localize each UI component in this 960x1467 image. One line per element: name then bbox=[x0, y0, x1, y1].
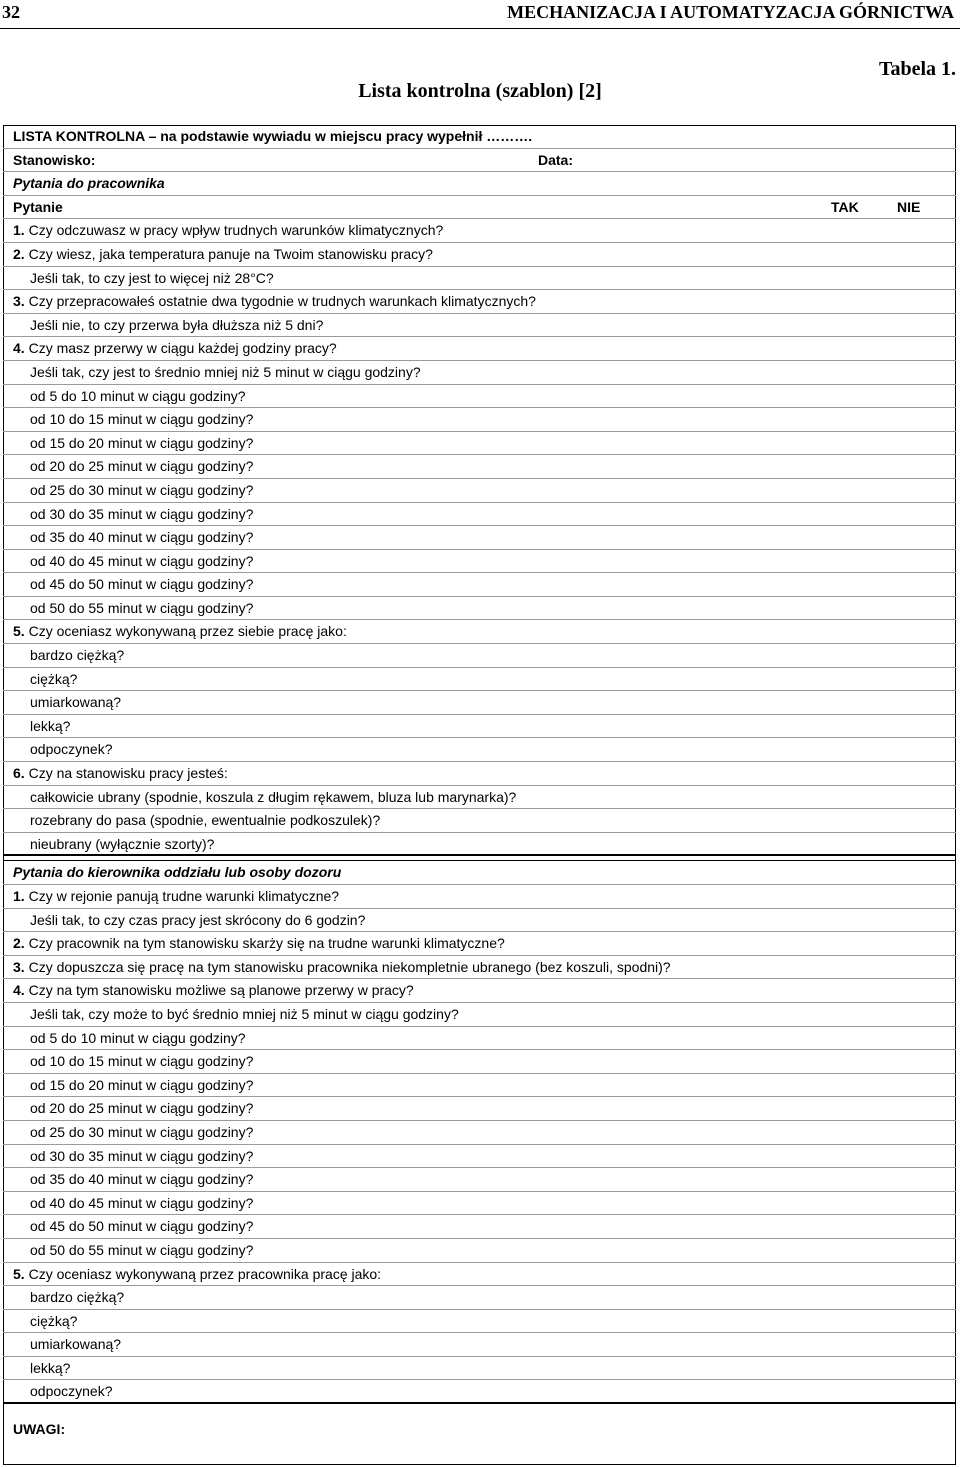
question-text bbox=[30, 1074, 253, 1098]
question-row bbox=[3, 786, 956, 810]
question-row bbox=[3, 809, 956, 833]
question-text bbox=[30, 668, 77, 692]
question-label: Czy dopuszcza się pracę na tym stanowisku pracownika niekompletnie ubranego (bez koszuli, spodni)? bbox=[24, 958, 671, 975]
question-text bbox=[30, 1310, 77, 1334]
question-label: od 5 do 10 minut w ciągu godziny? bbox=[30, 1029, 246, 1046]
question-row bbox=[3, 668, 956, 692]
question-label: ciężką? bbox=[30, 1312, 78, 1329]
question-row bbox=[3, 1097, 956, 1121]
question-label: od 45 do 50 minut w ciągu godziny? bbox=[30, 576, 254, 593]
question-label: bardzo ciężką? bbox=[30, 647, 125, 664]
position-label: Stanowisko: bbox=[13, 151, 96, 168]
question-row bbox=[3, 243, 956, 267]
question-row bbox=[3, 979, 956, 1003]
question-number: 6. bbox=[13, 765, 25, 782]
question-row bbox=[3, 715, 956, 739]
question-text bbox=[30, 1003, 459, 1027]
question-row bbox=[3, 1286, 956, 1310]
question-number: 2. bbox=[13, 245, 25, 262]
question-row bbox=[3, 1168, 956, 1192]
question-row bbox=[3, 219, 956, 243]
manager-questions bbox=[3, 885, 956, 1404]
worker-section-title: Pytania do pracownika bbox=[13, 175, 165, 192]
question-row bbox=[3, 909, 956, 933]
question-row bbox=[3, 1121, 956, 1145]
question-row bbox=[3, 1192, 956, 1216]
question-row bbox=[3, 644, 956, 668]
question-row bbox=[3, 597, 956, 621]
column-header-row bbox=[3, 196, 956, 220]
no-column-header: NIE bbox=[897, 198, 921, 215]
question-row bbox=[3, 455, 956, 479]
question-row bbox=[3, 314, 956, 338]
question-label: od 50 do 55 minut w ciągu godziny? bbox=[30, 1241, 254, 1258]
question-row bbox=[3, 1145, 956, 1169]
question-label: bardzo ciężką? bbox=[30, 1289, 125, 1306]
intro-row bbox=[3, 125, 956, 149]
question-text bbox=[13, 1263, 381, 1287]
question-text bbox=[13, 290, 536, 314]
question-text bbox=[30, 267, 274, 291]
table-label: Tabela 1. bbox=[878, 58, 956, 80]
question-label: całkowicie ubrany (spodnie, koszula z długim rękawem, bluza lub marynarka)? bbox=[30, 788, 517, 805]
question-label: od 30 do 35 minut w ciągu godziny? bbox=[30, 1147, 254, 1164]
question-text bbox=[13, 762, 228, 786]
question-text bbox=[30, 1286, 124, 1310]
question-text bbox=[30, 408, 253, 432]
question-text bbox=[13, 337, 337, 361]
page-number: 32 bbox=[2, 2, 20, 22]
question-number: 3. bbox=[13, 293, 25, 310]
question-label: Czy oceniasz wykonywaną przez pracownika pracę jako: bbox=[24, 1265, 382, 1282]
question-label: od 10 do 15 minut w ciągu godziny? bbox=[30, 1053, 254, 1070]
question-text bbox=[30, 691, 121, 715]
question-text bbox=[30, 455, 253, 479]
question-text bbox=[30, 1215, 253, 1239]
worker-section-row bbox=[3, 172, 956, 196]
question-number: 3. bbox=[13, 958, 25, 975]
checklist-table bbox=[3, 125, 956, 1404]
question-row bbox=[3, 620, 956, 644]
question-row bbox=[3, 1263, 956, 1287]
page-title bbox=[0, 80, 960, 103]
question-row bbox=[3, 1357, 956, 1381]
question-text bbox=[30, 361, 421, 385]
question-row bbox=[3, 956, 956, 980]
question-row bbox=[3, 885, 956, 909]
question-label: lekką? bbox=[30, 717, 71, 734]
question-row bbox=[3, 408, 956, 432]
question-text bbox=[13, 979, 414, 1003]
question-number: 1. bbox=[13, 222, 25, 239]
question-row bbox=[3, 1239, 956, 1263]
question-label: od 25 do 30 minut w ciągu godziny? bbox=[30, 1123, 254, 1140]
question-label: Jeśli tak, to czy jest to więcej niż 28°C? bbox=[30, 269, 274, 286]
question-row bbox=[3, 479, 956, 503]
question-row bbox=[3, 290, 956, 314]
question-label: Czy masz przerwy w ciągu każdej godziny pracy? bbox=[24, 340, 337, 357]
question-text bbox=[30, 1333, 121, 1357]
question-text bbox=[30, 1050, 253, 1074]
question-label: odpoczynek? bbox=[30, 1383, 113, 1400]
question-label: od 25 do 30 minut w ciągu godziny? bbox=[30, 481, 254, 498]
question-text bbox=[30, 1097, 253, 1121]
question-text bbox=[30, 550, 253, 574]
journal-title: MECHANIZACJA I AUTOMATYZACJA GÓRNICTWA bbox=[507, 2, 954, 22]
question-row bbox=[3, 738, 956, 762]
question-row bbox=[3, 361, 956, 385]
question-text bbox=[13, 243, 433, 267]
question-row bbox=[3, 1027, 956, 1051]
question-label: od 10 do 15 minut w ciągu godziny? bbox=[30, 411, 254, 428]
question-label: Czy odczuwasz w pracy wpływ trudnych warunków klimatycznych? bbox=[24, 222, 444, 239]
yes-column-header: TAK bbox=[831, 198, 859, 215]
question-label: lekką? bbox=[30, 1359, 71, 1376]
question-label: od 45 do 50 minut w ciągu godziny? bbox=[30, 1218, 254, 1235]
question-row bbox=[3, 1310, 956, 1334]
question-row bbox=[3, 1074, 956, 1098]
question-label: Jeśli nie, to czy przerwa była dłuższa niż 5 dni? bbox=[30, 316, 324, 333]
question-number: 4. bbox=[13, 340, 25, 357]
question-row bbox=[3, 267, 956, 291]
question-label: nieubrany (wyłącznie szorty)? bbox=[30, 835, 215, 852]
question-label: Jeśli tak, to czy czas pracy jest skrócony do 6 godzin? bbox=[30, 911, 366, 928]
question-row bbox=[3, 691, 956, 715]
question-label: Czy wiesz, jaka temperatura panuje na Twoim stanowisku pracy? bbox=[24, 245, 433, 262]
question-text bbox=[30, 738, 113, 762]
question-text bbox=[30, 1027, 246, 1051]
question-label: umiarkowaną? bbox=[30, 1336, 122, 1353]
question-row bbox=[3, 503, 956, 527]
question-label: od 20 do 25 minut w ciągu godziny? bbox=[30, 458, 254, 475]
question-row bbox=[3, 526, 956, 550]
worker-questions bbox=[3, 219, 956, 856]
question-label: ciężką? bbox=[30, 670, 78, 687]
question-label: Czy na stanowisku pracy jesteś: bbox=[24, 765, 228, 782]
question-text bbox=[13, 219, 443, 243]
question-text bbox=[30, 644, 124, 668]
question-label: Czy w rejonie panują trudne warunki klimatyczne? bbox=[24, 888, 340, 904]
question-label: od 15 do 20 minut w ciągu godziny? bbox=[30, 434, 254, 451]
question-text bbox=[13, 885, 339, 909]
question-row bbox=[3, 833, 956, 857]
question-text bbox=[30, 1192, 253, 1216]
question-label: od 15 do 20 minut w ciągu godziny? bbox=[30, 1076, 254, 1093]
question-row bbox=[3, 1380, 956, 1404]
question-label: od 5 do 10 minut w ciągu godziny? bbox=[30, 387, 246, 404]
question-text bbox=[13, 620, 347, 644]
question-label: od 50 do 55 minut w ciągu godziny? bbox=[30, 599, 254, 616]
question-row bbox=[3, 1050, 956, 1074]
manager-section-title: Pytania do kierownika oddziału lub osoby dozoru bbox=[13, 864, 342, 881]
question-text bbox=[30, 1145, 253, 1169]
question-label: od 35 do 40 minut w ciągu godziny? bbox=[30, 529, 254, 546]
question-label: Czy przepracowałeś ostatnie dwa tygodnie w trudnych warunkach klimatycznych? bbox=[24, 293, 536, 310]
position-date-row bbox=[3, 149, 956, 173]
question-text bbox=[30, 833, 214, 857]
question-label: umiarkowaną? bbox=[30, 694, 122, 711]
page-title-text: Lista kontrolna (szablon) [2] bbox=[358, 80, 602, 102]
question-text bbox=[13, 956, 671, 980]
question-text bbox=[13, 932, 505, 956]
question-row bbox=[3, 932, 956, 956]
question-label: Jeśli tak, czy może to być średnio mniej niż 5 minut w ciągu godziny? bbox=[30, 1005, 459, 1022]
question-label: od 40 do 45 minut w ciągu godziny? bbox=[30, 552, 254, 569]
question-text bbox=[30, 432, 253, 456]
question-label: Czy pracownik na tym stanowisku skarży się na trudne warunki klimatyczne? bbox=[24, 935, 505, 952]
question-text bbox=[30, 314, 323, 338]
question-text bbox=[30, 526, 253, 550]
question-text bbox=[30, 909, 365, 933]
question-text bbox=[30, 1357, 70, 1381]
question-text bbox=[30, 786, 516, 810]
question-row bbox=[3, 1215, 956, 1239]
question-label: od 35 do 40 minut w ciągu godziny? bbox=[30, 1171, 254, 1188]
question-label: Jeśli tak, czy jest to średnio mniej niż 5 minut w ciągu godziny? bbox=[30, 363, 421, 380]
question-text bbox=[30, 1168, 253, 1192]
notes-label: UWAGI: bbox=[13, 1421, 66, 1437]
question-text bbox=[30, 809, 380, 833]
question-label: od 20 do 25 minut w ciągu godziny? bbox=[30, 1100, 254, 1117]
question-number: 4. bbox=[13, 982, 25, 999]
question-row bbox=[3, 573, 956, 597]
question-label: rozebrany do pasa (spodnie, ewentualnie podkoszulek)? bbox=[30, 812, 381, 829]
question-text bbox=[30, 1380, 113, 1404]
question-row bbox=[3, 762, 956, 786]
question-number: 1. bbox=[13, 888, 25, 904]
question-label: od 30 do 35 minut w ciągu godziny? bbox=[30, 505, 254, 522]
question-text bbox=[30, 1121, 253, 1145]
manager-section-row bbox=[3, 861, 956, 885]
intro-text: LISTA KONTROLNA – na podstawie wywiadu w miejscu pracy wypełnił ………. bbox=[13, 128, 533, 144]
question-text bbox=[30, 1239, 253, 1263]
question-column-header: Pytanie bbox=[13, 198, 63, 215]
question-row bbox=[3, 550, 956, 574]
running-header bbox=[0, 0, 960, 29]
question-text bbox=[30, 573, 253, 597]
question-row bbox=[3, 1333, 956, 1357]
question-text bbox=[30, 715, 70, 739]
question-text bbox=[30, 597, 253, 621]
question-text bbox=[30, 385, 246, 409]
question-number: 5. bbox=[13, 1265, 25, 1282]
question-label: Czy oceniasz wykonywaną przez siebie pracę jako: bbox=[24, 623, 347, 640]
question-row bbox=[3, 337, 956, 361]
question-text bbox=[30, 503, 253, 527]
question-label: Czy na tym stanowisku możliwe są planowe przerwy w pracy? bbox=[24, 982, 414, 999]
question-row bbox=[3, 1003, 956, 1027]
question-label: odpoczynek? bbox=[30, 741, 113, 758]
question-label: od 40 do 45 minut w ciągu godziny? bbox=[30, 1194, 254, 1211]
question-number: 5. bbox=[13, 623, 25, 640]
question-row bbox=[3, 432, 956, 456]
question-text bbox=[30, 479, 253, 503]
question-number: 2. bbox=[13, 935, 25, 952]
question-row bbox=[3, 385, 956, 409]
date-label: Data: bbox=[538, 151, 574, 168]
